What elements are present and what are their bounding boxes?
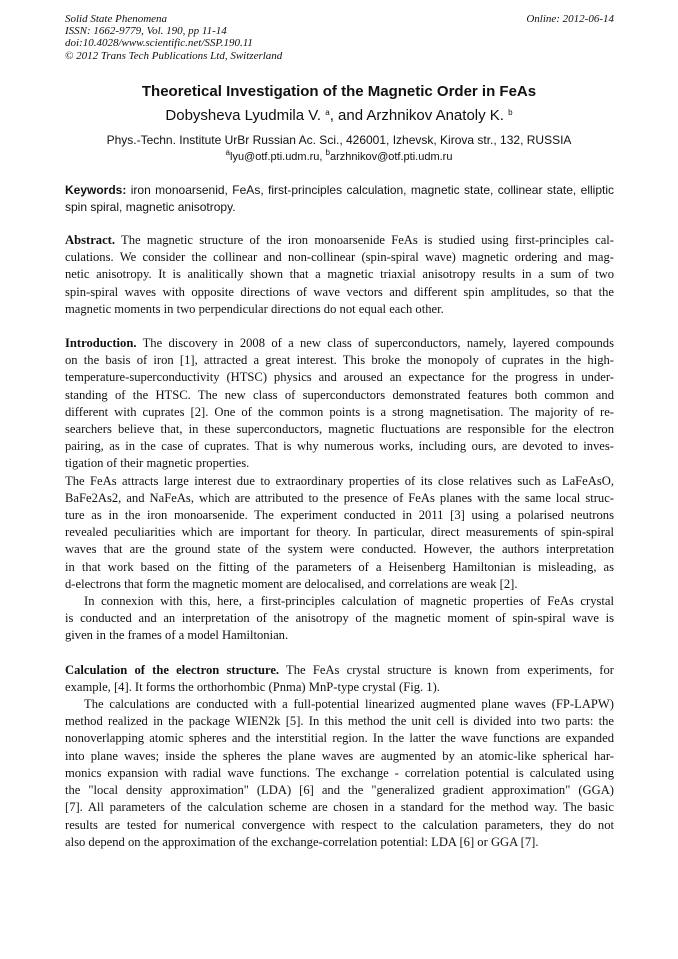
line-text: in that work based on the fitting of the parameters of a Heisenberg Hamiltonian is misleading, as [65, 559, 614, 574]
sup-b: b [508, 108, 513, 117]
line-text: different with cuprates [2]. One of the common points is a strong magnetisation. The majority of re- [65, 404, 614, 419]
line-text: nonoverlapping atomic spheres and the interstitial region. In the latter the wave functions are expanded [65, 731, 614, 746]
line-text: The magnetic structure of the iron monoarsenide FeAs is studied using first-principles cal- [115, 233, 614, 247]
text-line [65, 232, 614, 249]
text-line [65, 748, 614, 765]
section-heading: Introduction. [65, 336, 137, 351]
text-line [65, 834, 614, 851]
calculation-p2 [65, 696, 614, 851]
text-line [65, 593, 614, 610]
line-text: example, [4]. It forms the orthorhombic (Pnma) MnP-type crystal (Fig. 1). [65, 679, 440, 694]
text-line [65, 301, 614, 318]
introduction-p1 [65, 335, 614, 473]
introduction-p2 [65, 473, 614, 593]
line-text: d-electrons that form the magnetic moment are delocalised, and correlations are weak [2]. [65, 576, 518, 591]
line-text: on the basis of iron [1], attracted a great interest. This broke the monopoly of cuprates in the high- [65, 353, 614, 368]
text-line [65, 284, 614, 301]
line-text: also depend on the approximation of the exchange-correlation potential: LDA [6] or GGA [7]. [65, 834, 539, 849]
line-text: spin-spiral waves with opposite directions of wave vectors and different spin amplitudes, so that the [65, 284, 614, 299]
email-b[interactable]: arzhnikov@otf.pti.udm.ru [330, 151, 453, 163]
text-line [65, 473, 614, 490]
line-text: results are tested for numerical convergence with respect to the calculation parameters, they do not [65, 817, 614, 832]
line-text: method realized in the package WIEN2k [5]. In this method the unit cell is divided into two parts: the [65, 714, 614, 729]
text-line [65, 524, 614, 541]
keywords-label: Keywords: [65, 183, 127, 197]
abstract [65, 232, 614, 318]
line-text: standing of the HTSC. The new class of superconductors demonstrated features both common and [65, 387, 614, 402]
author-2: , and Arzhnikov Anatoly K. [329, 107, 504, 124]
authors [0, 107, 678, 124]
doi: doi:10.4028/www.scientific.net/SSP.190.11 [65, 37, 253, 50]
line-text: The discovery in 2008 of a new class of superconductors, namely, layered compounds [136, 336, 614, 351]
text-line [65, 799, 614, 816]
email-a[interactable]: lyu@otf.pti.udm.ru, [230, 151, 326, 163]
line-text: is conducted and an interpretation of the anisotropy of the magnetic moment of spin-spiral wave is [65, 611, 614, 626]
emails [0, 148, 678, 163]
text-line [65, 610, 614, 627]
sup-a: a [225, 148, 230, 157]
text-line [65, 559, 614, 576]
keywords [65, 182, 614, 216]
line-text: ture as in the iron monoarsenide. The experiment conducted in 2011 [3] using a polarised neutrons [65, 508, 614, 523]
line-text: tigation of their magnetic properties. [65, 456, 250, 471]
line-text: In connexion with this, here, a first-principles calculation of magnetic properties of FeAs crystal [84, 594, 614, 609]
text-line [65, 266, 614, 283]
text-line [65, 352, 614, 369]
line-text: temperature-superconductivity (HTSC) physics and aroused an expectance for the progress in under- [65, 370, 614, 385]
text-line [65, 730, 614, 747]
sup-a: a [325, 108, 330, 117]
affiliation: Phys.-Techn. Institute UrBr Russian Ac. Sci., 426001, Izhevsk, Kirova str., 132, RUSSIA [106, 133, 572, 147]
author-1: Dobysheva Lyudmila V. [165, 107, 322, 124]
text-line [65, 438, 614, 455]
section-heading: Abstract. [65, 233, 116, 247]
keywords-text: iron monoarsenid, FeAs, first-principles calculation, magnetic state, collinear state, elliptic [126, 183, 614, 197]
text-line [65, 404, 614, 421]
line-text: culations. We consider the collinear and non-collinear (spin-spiral wave) magnetic ordering and mag- [65, 250, 614, 265]
sup-b: b [325, 148, 330, 157]
keywords-line [65, 182, 614, 199]
line-text: netic anisotropy. It is analitically shown that a magnetic triaxial anisotropy results in a sum of two [65, 267, 614, 282]
text-line [65, 335, 614, 352]
calculation-p1 [65, 662, 614, 696]
line-text: magnetic moments in two perpendicular directions do not equal each other. [65, 301, 444, 316]
line-text: [7]. All parameters of the calculation scheme are chosen in a standard for the method way. The basic [65, 800, 614, 815]
online-date: Online: 2012-06-14 [526, 13, 614, 25]
line-text: revealed peculiarities which are important for theory. In particular, direct measurements of spin-spiral [65, 525, 614, 540]
line-text: waves that are the ground state of the system were conducted. However, the authors interpretation [65, 542, 614, 557]
text-line [65, 765, 614, 782]
text-line [65, 662, 614, 679]
text-line [65, 782, 614, 799]
introduction-p3 [65, 593, 614, 645]
line-text: BaFe2As2, and NaFeAs, which are attributed to the presence of FeAs planes with the same local struc- [65, 490, 614, 505]
text-line [65, 817, 614, 834]
text-line [65, 576, 614, 593]
text-line [65, 455, 614, 472]
line-text: searchers believe that, in these superconductors, magnetic fluctuations are responsible for the electron [65, 422, 614, 437]
paper-title: Theoretical Investigation of the Magnetic Order in FeAs [141, 83, 537, 100]
section-heading: Calculation of the electron structure. [65, 662, 280, 677]
line-text: given in the frames of a model Hamiltonian. [65, 628, 289, 643]
text-line [65, 507, 614, 524]
line-text: into plane waves; inside the spheres the plane waves are augmented by an atomic-like spherical har- [65, 748, 614, 763]
text-line [65, 696, 614, 713]
issn: ISSN: 1662-9779, Vol. 190, pp 11-14 [65, 25, 227, 38]
keywords-line: spin spiral, magnetic anisotropy. [65, 200, 236, 214]
journal-header [65, 13, 614, 62]
copyright: © 2012 Trans Tech Publications Ltd, Switzerland [65, 49, 283, 62]
line-text: monics expansion with radial wave functions. The exchange - correlation potential is calculated using [65, 765, 614, 780]
text-line [65, 679, 614, 696]
text-line [65, 421, 614, 438]
paper-body [65, 232, 614, 851]
text-line [65, 541, 614, 558]
line-text: The calculations are conducted with a full-potential linearized augmented plane waves (FP-LAPW) [84, 697, 614, 712]
line-text: the "local density approximation" (LDA) [6] and the "generalized gradient approximation" (GGA) [65, 783, 614, 798]
text-line [65, 713, 614, 730]
line-text: pairing, as in the case of cuprates. That is why numerous works, including ours, are devoted to inves- [65, 439, 614, 454]
text-line [65, 369, 614, 386]
text-line [65, 387, 614, 404]
text-line [65, 627, 614, 644]
text-line [65, 490, 614, 507]
line-text: The FeAs attracts large interest due to extraordinary properties of its close relatives such as LaFeAsO, [65, 473, 614, 488]
line-text: The FeAs crystal structure is known from experiments, for [279, 662, 614, 677]
text-line [65, 249, 614, 266]
journal-name: Solid State Phenomena [65, 13, 168, 25]
